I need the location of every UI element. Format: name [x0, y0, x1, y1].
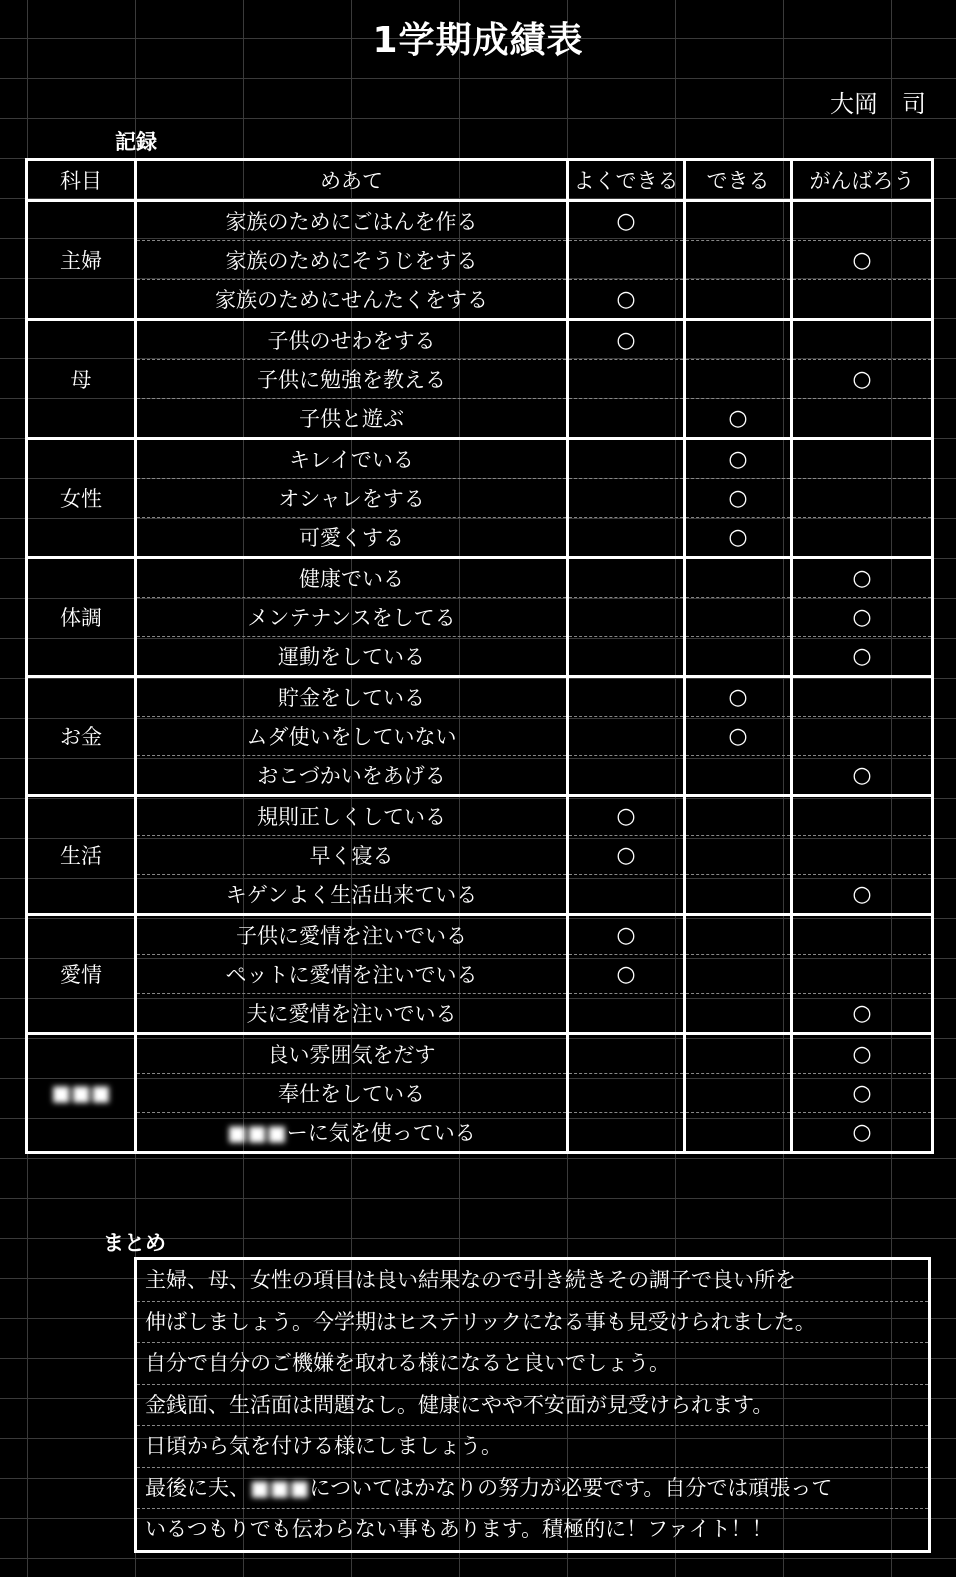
- rating-cell-try: [792, 994, 933, 1034]
- rating-cell-try: [792, 241, 933, 280]
- subject-cell: [27, 677, 136, 796]
- summary-box: [134, 1257, 931, 1553]
- table-row: [27, 558, 933, 598]
- goal-cell: [136, 994, 568, 1034]
- rating-cell-good: [685, 796, 792, 836]
- rating-cell-try: [792, 439, 933, 479]
- column-header-excellent: よくできる: [568, 160, 685, 201]
- goal-text: 家族のためにそうじをする: [225, 249, 478, 273]
- circle-mark: ○: [852, 247, 872, 273]
- goal-cell: [136, 479, 568, 518]
- circle-mark: ○: [852, 1041, 872, 1067]
- table-row: [27, 955, 933, 994]
- table-row: [27, 756, 933, 796]
- rating-cell-excellent: [568, 875, 685, 915]
- rating-cell-try: [792, 558, 933, 598]
- rating-cell-try: [792, 280, 933, 320]
- goal-cell: [136, 875, 568, 915]
- table-row: [27, 201, 933, 241]
- goal-text: おこづかいをあげる: [257, 764, 446, 788]
- circle-mark: ○: [728, 684, 748, 710]
- rating-cell-try: [792, 1113, 933, 1153]
- table-row: [27, 677, 933, 717]
- rating-cell-good: [685, 241, 792, 280]
- table-row: [27, 836, 933, 875]
- rating-cell-good: [685, 360, 792, 399]
- table-row: [27, 1074, 933, 1113]
- table-row: [27, 796, 933, 836]
- rating-cell-excellent: [568, 320, 685, 360]
- rating-cell-excellent: [568, 677, 685, 717]
- goal-text: オシャレをする: [278, 487, 425, 511]
- rating-cell-try: [792, 399, 933, 439]
- circle-mark: ○: [616, 842, 636, 868]
- circle-mark: ○: [852, 1000, 872, 1026]
- table-row: [27, 360, 933, 399]
- table-row: [27, 320, 933, 360]
- table-row: [27, 399, 933, 439]
- column-header-good: できる: [685, 160, 792, 201]
- rating-cell-try: [792, 796, 933, 836]
- goal-cell: [136, 955, 568, 994]
- rating-cell-good: [685, 717, 792, 756]
- table-row: [27, 598, 933, 637]
- goal-text: 可愛くする: [299, 526, 404, 550]
- rating-cell-good: [685, 756, 792, 796]
- subject-label: 生活: [60, 844, 102, 868]
- table-row: [27, 994, 933, 1034]
- goal-cell: [136, 796, 568, 836]
- circle-mark: ○: [852, 604, 872, 630]
- rating-cell-good: [685, 1113, 792, 1153]
- rating-cell-good: [685, 994, 792, 1034]
- summary-section-label: まとめ: [103, 1231, 166, 1255]
- rating-cell-excellent: [568, 280, 685, 320]
- subject-label: 体調: [60, 606, 102, 630]
- goal-text: 子供と遊ぶ: [299, 407, 404, 431]
- goal-cell: [136, 320, 568, 360]
- rating-cell-good: [685, 915, 792, 955]
- subject-cell: [27, 558, 136, 677]
- goal-text: ペットに愛情を注いでいる: [225, 963, 478, 987]
- rating-cell-good: [685, 955, 792, 994]
- circle-mark: ○: [616, 922, 636, 948]
- column-header-subject: 科目: [27, 160, 136, 201]
- rating-cell-excellent: [568, 756, 685, 796]
- goal-cell: [136, 637, 568, 677]
- rating-cell-try: [792, 677, 933, 717]
- summary-redacted-text: ■■■: [250, 1475, 310, 1500]
- subject-label: お金: [60, 725, 102, 749]
- rating-cell-excellent: [568, 439, 685, 479]
- rating-cell-try: [792, 479, 933, 518]
- table-row: [27, 439, 933, 479]
- circle-mark: ○: [852, 762, 872, 788]
- summary-text: についてはかなりの努力が必要です。自分では頑張って: [309, 1475, 833, 1500]
- goal-text: 家族のためにごはんを作る: [225, 210, 478, 234]
- rating-cell-excellent: [568, 915, 685, 955]
- goal-text: ムダ使いをしていない: [246, 725, 457, 749]
- circle-mark: ○: [852, 366, 872, 392]
- goal-text: 貯金をしている: [278, 686, 425, 710]
- goal-text: 子供のせわをする: [267, 329, 436, 353]
- rating-cell-try: [792, 717, 933, 756]
- circle-mark: ○: [616, 286, 636, 312]
- subject-cell: [27, 320, 136, 439]
- table-row: [27, 280, 933, 320]
- rating-cell-try: [792, 756, 933, 796]
- goal-cell: [136, 558, 568, 598]
- goal-text: 良い雰囲気をだす: [267, 1043, 436, 1067]
- subject-label: 女性: [60, 487, 102, 511]
- circle-mark: ○: [728, 485, 748, 511]
- grade-table: [25, 158, 934, 1154]
- goal-text: 家族のためにせんたくをする: [215, 288, 488, 312]
- summary-line: 金銭面、生活面は問題なし。健康にやや不安面が見受けられます。: [137, 1385, 928, 1427]
- summary-text: 最後に夫、: [145, 1475, 250, 1500]
- goal-text: 規則正しくしている: [257, 805, 446, 829]
- goal-text: メンテナンスをしてる: [247, 606, 456, 630]
- goal-text: 子供に愛情を注いでいる: [236, 924, 467, 948]
- record-section-label: 記録: [115, 130, 157, 154]
- goal-cell: [136, 360, 568, 399]
- rating-cell-try: [792, 1034, 933, 1074]
- rating-cell-try: [792, 1074, 933, 1113]
- subject-cell: [27, 201, 136, 320]
- rating-cell-try: [792, 201, 933, 241]
- goal-cell: [136, 201, 568, 241]
- goal-cell: [136, 518, 568, 558]
- rating-cell-good: [685, 558, 792, 598]
- rating-cell-try: [792, 598, 933, 637]
- summary-line: 伸ばしましょう。今学期はヒステリックになる事も見受けられました。: [137, 1302, 928, 1344]
- rating-cell-try: [792, 518, 933, 558]
- goal-redacted-text: ■■■: [227, 1121, 287, 1145]
- circle-mark: ○: [616, 803, 636, 829]
- circle-mark: ○: [616, 208, 636, 234]
- goal-text: キゲンよく生活出来ている: [225, 883, 478, 907]
- circle-mark: ○: [616, 961, 636, 987]
- rating-cell-good: [685, 439, 792, 479]
- circle-mark: ○: [616, 327, 636, 353]
- circle-mark: ○: [852, 1080, 872, 1106]
- rating-cell-good: [685, 1034, 792, 1074]
- rating-cell-excellent: [568, 201, 685, 241]
- rating-cell-try: [792, 875, 933, 915]
- rating-cell-good: [685, 280, 792, 320]
- circle-mark: ○: [728, 723, 748, 749]
- student-name: 大岡 司: [830, 90, 926, 118]
- subject-cell: [27, 915, 136, 1034]
- rating-cell-excellent: [568, 796, 685, 836]
- goal-cell: [136, 1113, 568, 1153]
- table-row: [27, 241, 933, 280]
- goal-text: 夫に愛情を注いでいる: [246, 1002, 457, 1026]
- circle-mark: ○: [852, 881, 872, 907]
- circle-mark: ○: [852, 643, 872, 669]
- rating-cell-excellent: [568, 479, 685, 518]
- rating-cell-good: [685, 836, 792, 875]
- rating-cell-good: [685, 399, 792, 439]
- page-title: 1学期成績表: [372, 20, 584, 61]
- column-header-goal: めあて: [136, 160, 568, 201]
- rating-cell-excellent: [568, 1034, 685, 1074]
- rating-cell-excellent: [568, 241, 685, 280]
- rating-cell-good: [685, 1074, 792, 1113]
- rating-cell-excellent: [568, 518, 685, 558]
- goal-cell: [136, 756, 568, 796]
- rating-cell-try: [792, 836, 933, 875]
- rating-cell-excellent: [568, 360, 685, 399]
- grade-table-body: [27, 201, 933, 1153]
- summary-line: 主婦、母、女性の項目は良い結果なので引き続きその調子で良い所を: [137, 1260, 928, 1302]
- circle-mark: ○: [728, 446, 748, 472]
- grade-table-header: [27, 160, 933, 201]
- goal-cell: [136, 677, 568, 717]
- goal-cell: [136, 439, 568, 479]
- rating-cell-good: [685, 518, 792, 558]
- subject-cell: [27, 439, 136, 558]
- rating-cell-excellent: [568, 558, 685, 598]
- rating-cell-excellent: [568, 598, 685, 637]
- summary-line: [137, 1468, 928, 1510]
- rating-cell-good: [685, 320, 792, 360]
- goal-cell: [136, 399, 568, 439]
- subject-cell: [27, 796, 136, 915]
- goal-cell: [136, 1074, 568, 1113]
- rating-cell-excellent: [568, 399, 685, 439]
- summary-line: 日頃から気を付ける様にしましょう。: [137, 1426, 928, 1468]
- rating-cell-excellent: [568, 717, 685, 756]
- goal-text: キレイでいる: [289, 448, 414, 472]
- rating-cell-excellent: [568, 1074, 685, 1113]
- rating-cell-try: [792, 955, 933, 994]
- subject-label: 主婦: [60, 249, 102, 273]
- subject-label: ■■■: [51, 1081, 111, 1105]
- goal-cell: [136, 280, 568, 320]
- circle-mark: ○: [852, 1119, 872, 1145]
- subject-label: 母: [70, 368, 92, 392]
- rating-cell-good: [685, 875, 792, 915]
- rating-cell-good: [685, 479, 792, 518]
- rating-cell-try: [792, 320, 933, 360]
- goal-cell: [136, 598, 568, 637]
- table-row: [27, 1113, 933, 1153]
- rating-cell-try: [792, 360, 933, 399]
- table-row: [27, 915, 933, 955]
- table-row: [27, 479, 933, 518]
- rating-cell-excellent: [568, 994, 685, 1034]
- rating-cell-good: [685, 201, 792, 241]
- rating-cell-good: [685, 677, 792, 717]
- goal-text: 奉仕をしている: [278, 1082, 425, 1106]
- goal-text: 早く寝る: [309, 844, 394, 868]
- circle-mark: ○: [728, 524, 748, 550]
- goal-cell: [136, 1034, 568, 1074]
- table-row: [27, 717, 933, 756]
- summary-line: いるつもりでも伝わらない事もあります。積極的に！ファイト！！: [145, 1517, 773, 1541]
- summary-line: 自分で自分のご機嫌を取れる様になると良いでしょう。: [137, 1343, 928, 1385]
- goal-cell: [136, 717, 568, 756]
- column-header-try: がんばろう: [792, 160, 933, 201]
- subject-label: 愛情: [60, 963, 102, 987]
- circle-mark: ○: [852, 565, 872, 591]
- goal-cell: [136, 915, 568, 955]
- goal-cell: [136, 836, 568, 875]
- rating-cell-good: [685, 598, 792, 637]
- goal-text: 運動をしている: [278, 645, 425, 669]
- goal-text: 健康でいる: [299, 567, 404, 591]
- table-row: [27, 1034, 933, 1074]
- table-row: [27, 637, 933, 677]
- rating-cell-excellent: [568, 955, 685, 994]
- circle-mark: ○: [728, 405, 748, 431]
- subject-cell: [27, 1034, 136, 1153]
- goal-cell: [136, 241, 568, 280]
- rating-cell-good: [685, 637, 792, 677]
- rating-cell-try: [792, 915, 933, 955]
- rating-cell-excellent: [568, 637, 685, 677]
- rating-cell-excellent: [568, 836, 685, 875]
- table-row: [27, 518, 933, 558]
- rating-cell-excellent: [568, 1113, 685, 1153]
- goal-text: ーに気を使っている: [286, 1121, 476, 1145]
- rating-cell-try: [792, 637, 933, 677]
- table-row: [27, 875, 933, 915]
- goal-text: 子供に勉強を教える: [257, 368, 446, 392]
